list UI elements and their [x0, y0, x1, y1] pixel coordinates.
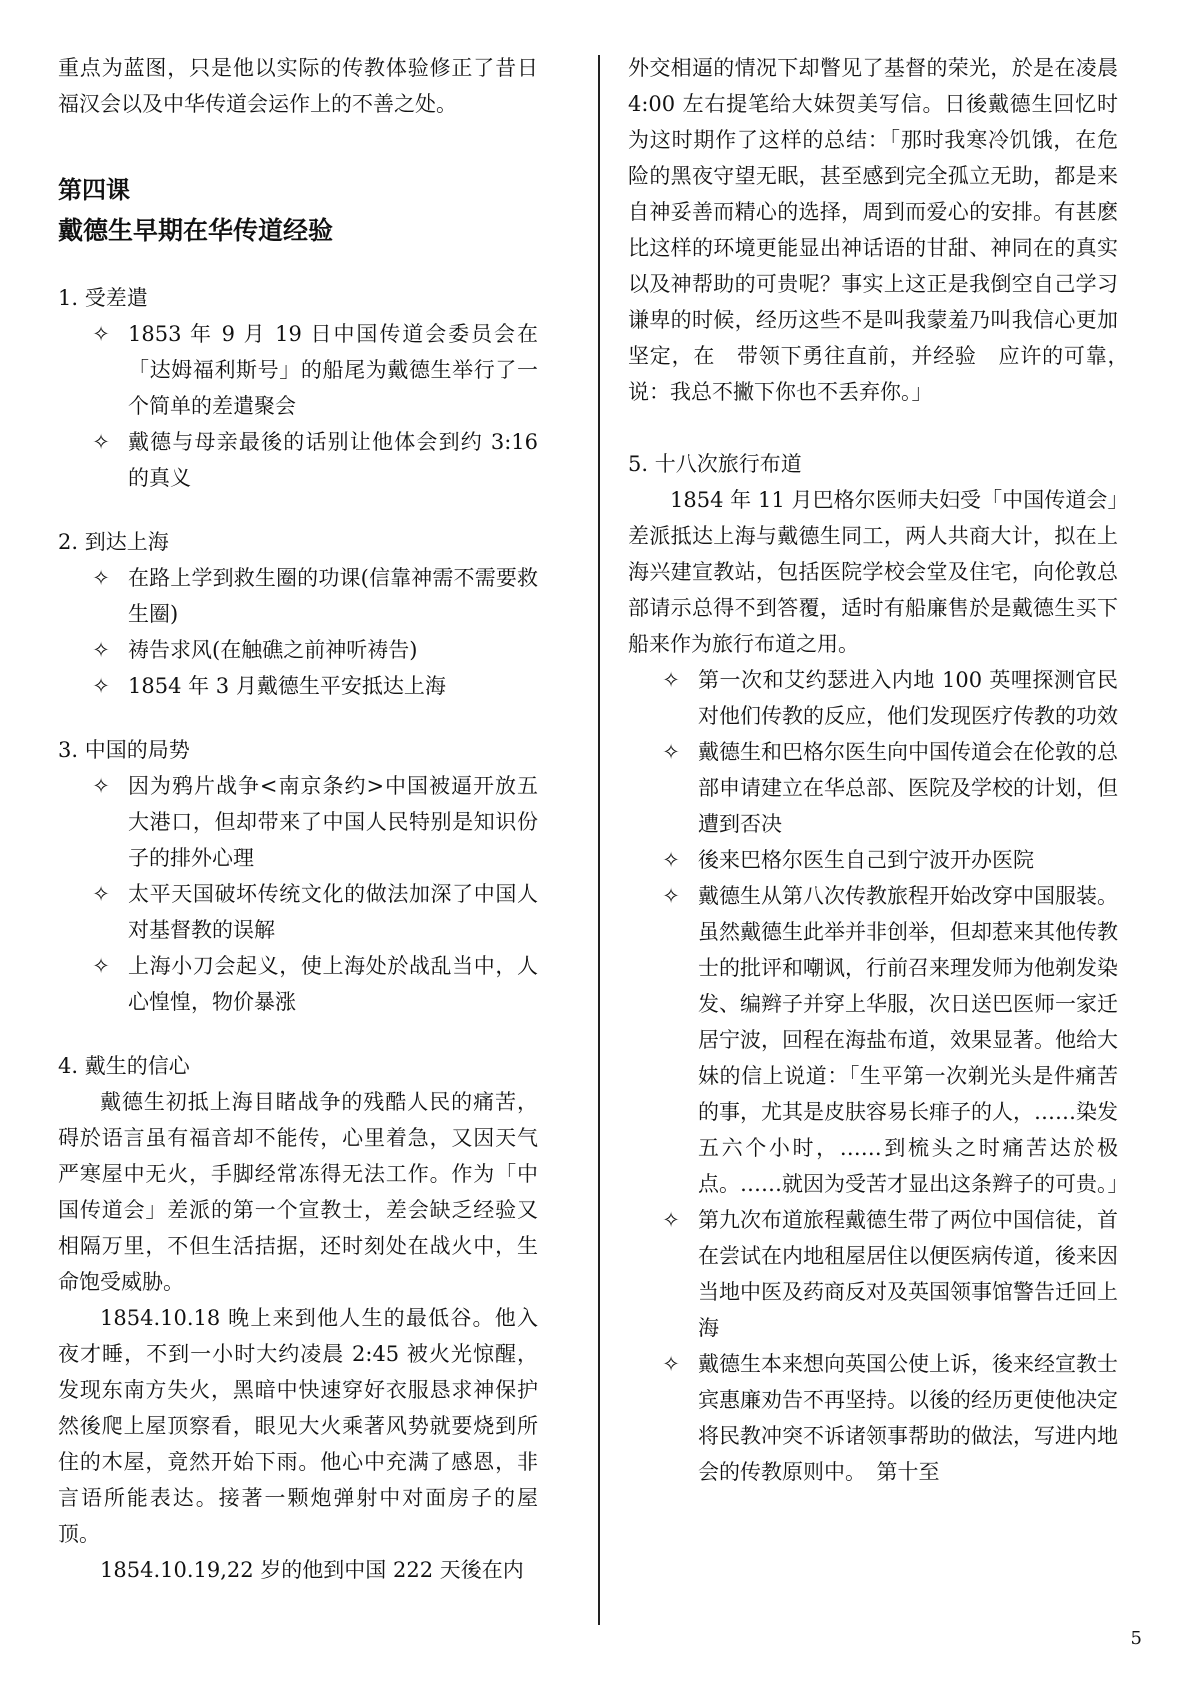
diamond-star-icon: ✧: [662, 1208, 680, 1232]
list-item-text: 後来巴格尔医生自己到宁波开办医院: [698, 848, 1034, 872]
bullet-list: [58, 316, 538, 496]
section-heading: 2. 到达上海: [58, 530, 169, 554]
body-paragraph: 1854.10.19,22 岁的他到中国 222 天後在内: [100, 1558, 524, 1582]
list-item-text: 上海小刀会起义，使上海处於战乱当中，人心惶惶，物价暴涨: [128, 954, 538, 1014]
section-2: [58, 524, 538, 704]
diamond-star-icon: ✧: [92, 954, 110, 978]
section-heading: 1. 受差遣: [58, 286, 148, 310]
diamond-star-icon: ✧: [662, 740, 680, 764]
intro-text: 重点为蓝图，只是他以实际的传教体验修正了昔日福汉会以及中华传道会运作上的不善之处。: [58, 56, 538, 116]
bullet-list: [628, 662, 1129, 1490]
list-item: [628, 878, 1129, 1202]
section-5: [628, 446, 1129, 1490]
list-item-text: 在路上学到救生圈的功课(信靠神需不需要救生圈): [128, 566, 538, 626]
list-item-text: 戴德生和巴格尔医生向中国传道会在伦敦的总部申请建立在华总部、医院及学校的计划，但遭到否决: [698, 740, 1118, 836]
list-item: [58, 316, 538, 424]
right-column: [628, 50, 1139, 1490]
lesson-subtitle: 戴德生早期在华传道经验: [58, 216, 334, 245]
section-3: [58, 732, 538, 1020]
body-paragraph: 戴德生初抵上海目睹战争的残酷人民的痛苦，碍於语言虽有福音却不能传，心里着急，又因天气严寒屋中无火，手脚经常冻得无法工作。作为「中国传道会」差派的第一个宣教士，差会缺乏经验又相隔万里，不但生活拮据，还时刻处在战火中，生命饱受威胁。: [58, 1090, 538, 1294]
list-item-text: 祷告求风(在触礁之前神听祷告): [128, 638, 418, 662]
list-item-text: 因为鸦片战争<南京条约>中国被逼开放五大港口，但却带来了中国人民特别是知识份子的排外心理: [128, 774, 538, 870]
body-paragraph: 1854.10.18 晚上来到他人生的最低谷。他入夜才睡，不到一小时大约凌晨 2:45 被火光惊醒，发现东南方失火，黑暗中快速穿好衣服恳求神保护然後爬上屋顶察看，眼见大火乘著风势就要烧到所住的木屋，竟然开始下雨。他心中充满了感恩，非言语所能表达。接著一颗炮弹射中对面房子的屋顶。: [58, 1306, 538, 1546]
section-4: [58, 1048, 538, 1588]
diamond-star-icon: ✧: [662, 884, 680, 908]
left-column: [58, 50, 538, 1588]
list-item: [58, 668, 538, 704]
list-item: [628, 662, 1118, 734]
column-divider: [598, 55, 600, 1625]
list-item-text: 1854 年 3 月戴德生平安抵达上海: [128, 674, 446, 698]
diamond-star-icon: ✧: [662, 1352, 680, 1376]
list-item-text: 太平天国破坏传统文化的做法加深了中国人对基督教的误解: [128, 882, 538, 942]
diamond-star-icon: ✧: [92, 566, 110, 590]
section-1: [58, 280, 538, 496]
continuation-text: 外交相逼的情况下却瞥见了基督的荣光，於是在凌晨 4:00 左右提笔给大妹贺美写信。日後戴德生回忆时为这时期作了这样的总结：「那时我寒冷饥饿，在危险的黑夜守望无眠，甚至感到完全孤立无助，都是来自神妥善而精心的选择，周到而爱心的安排。有甚麽比这样的环境更能显出神话语的甘甜、神同在的真实以及神帮助的可贵呢？事实上这正是我倒空自己学习谦卑的时候，经历这些不是叫我蒙羞乃叫我信心更加坚定，在 带领下勇往直前，并经验 应许的可靠， 说：我总不撇下你也不丢弃你。」: [628, 56, 1139, 404]
diamond-star-icon: ✧: [92, 430, 110, 454]
diamond-star-icon: ✧: [662, 668, 680, 692]
diamond-star-icon: ✧: [92, 882, 110, 906]
list-item-text: 戴德生从第八次传教旅程开始改穿中国服装。虽然戴德生此举并非创举，但却惹来其他传教士的批评和嘲讽，行前召来理发师为他剃发染发、编辫子并穿上华服，次日送巴医师一家迁居宁波，回程在海盐布道，效果显著。他给大妹的信上说道：「生平第一次剃光头是件痛苦的事，尤其是皮肤容易长痱子的人，……染发五六个小时，……到梳头之时痛苦达於极点。……就因为受苦才显出这条辫子的可贵。」: [698, 884, 1129, 1196]
list-item-text: 1853 年 9 月 19 日中国传道会委员会在「达姆福利斯号」的船尾为戴德生举行了一个简单的差遣聚会: [128, 322, 538, 418]
list-item: [58, 876, 538, 948]
list-item: [628, 842, 1118, 878]
lesson-title: 第四课: [58, 175, 130, 204]
diamond-star-icon: ✧: [662, 848, 680, 872]
diamond-star-icon: ✧: [92, 322, 110, 346]
list-item: [628, 734, 1118, 842]
list-item: [58, 424, 538, 496]
list-item-text: 第一次和艾约瑟进入内地 100 英哩探测官民对他们传教的反应，他们发现医疗传教的功效: [698, 668, 1118, 728]
bullet-list: [58, 768, 538, 1020]
list-item-text: 戴德与母亲最後的话别让他体会到约 3:16 的真义: [128, 430, 538, 490]
diamond-star-icon: ✧: [92, 638, 110, 662]
list-item: [58, 948, 538, 1020]
list-item: [58, 560, 538, 632]
list-item: [628, 1346, 1118, 1490]
section-heading: 3. 中国的局势: [58, 738, 190, 762]
list-item: [58, 768, 538, 876]
list-item-text: 第九次布道旅程戴德生带了两位中国信徒，首在尝试在内地租屋居住以便医病传道，後来因当地中医及药商反对及英国领事馆警告迁回上海: [698, 1208, 1118, 1340]
list-item-text: 戴德生本来想向英国公使上诉，後来经宣教士宾惠廉劝告不再坚持。以後的经历更使他决定将民教冲突不诉诸领事帮助的做法，写进内地会的传教原则中。 第十至: [698, 1352, 1118, 1484]
diamond-star-icon: ✧: [92, 674, 110, 698]
list-item: [58, 632, 538, 668]
diamond-star-icon: ✧: [92, 774, 110, 798]
body-paragraph: 1854 年 11 月巴格尔医师夫妇受「中国传道会」差派抵达上海与戴德生同工，两人共商大计，拟在上海兴建宣教站，包括医院学校会堂及住宅，向伦敦总部请示总得不到答覆，适时有船廉售於是戴德生买下船来作为旅行布道之用。: [628, 488, 1118, 656]
bullet-list: [58, 560, 538, 704]
list-item: [628, 1202, 1118, 1346]
section-heading: 5. 十八次旅行布道: [628, 452, 802, 476]
section-heading: 4. 戴生的信心: [58, 1054, 190, 1078]
page-number: 5: [1130, 1628, 1142, 1649]
